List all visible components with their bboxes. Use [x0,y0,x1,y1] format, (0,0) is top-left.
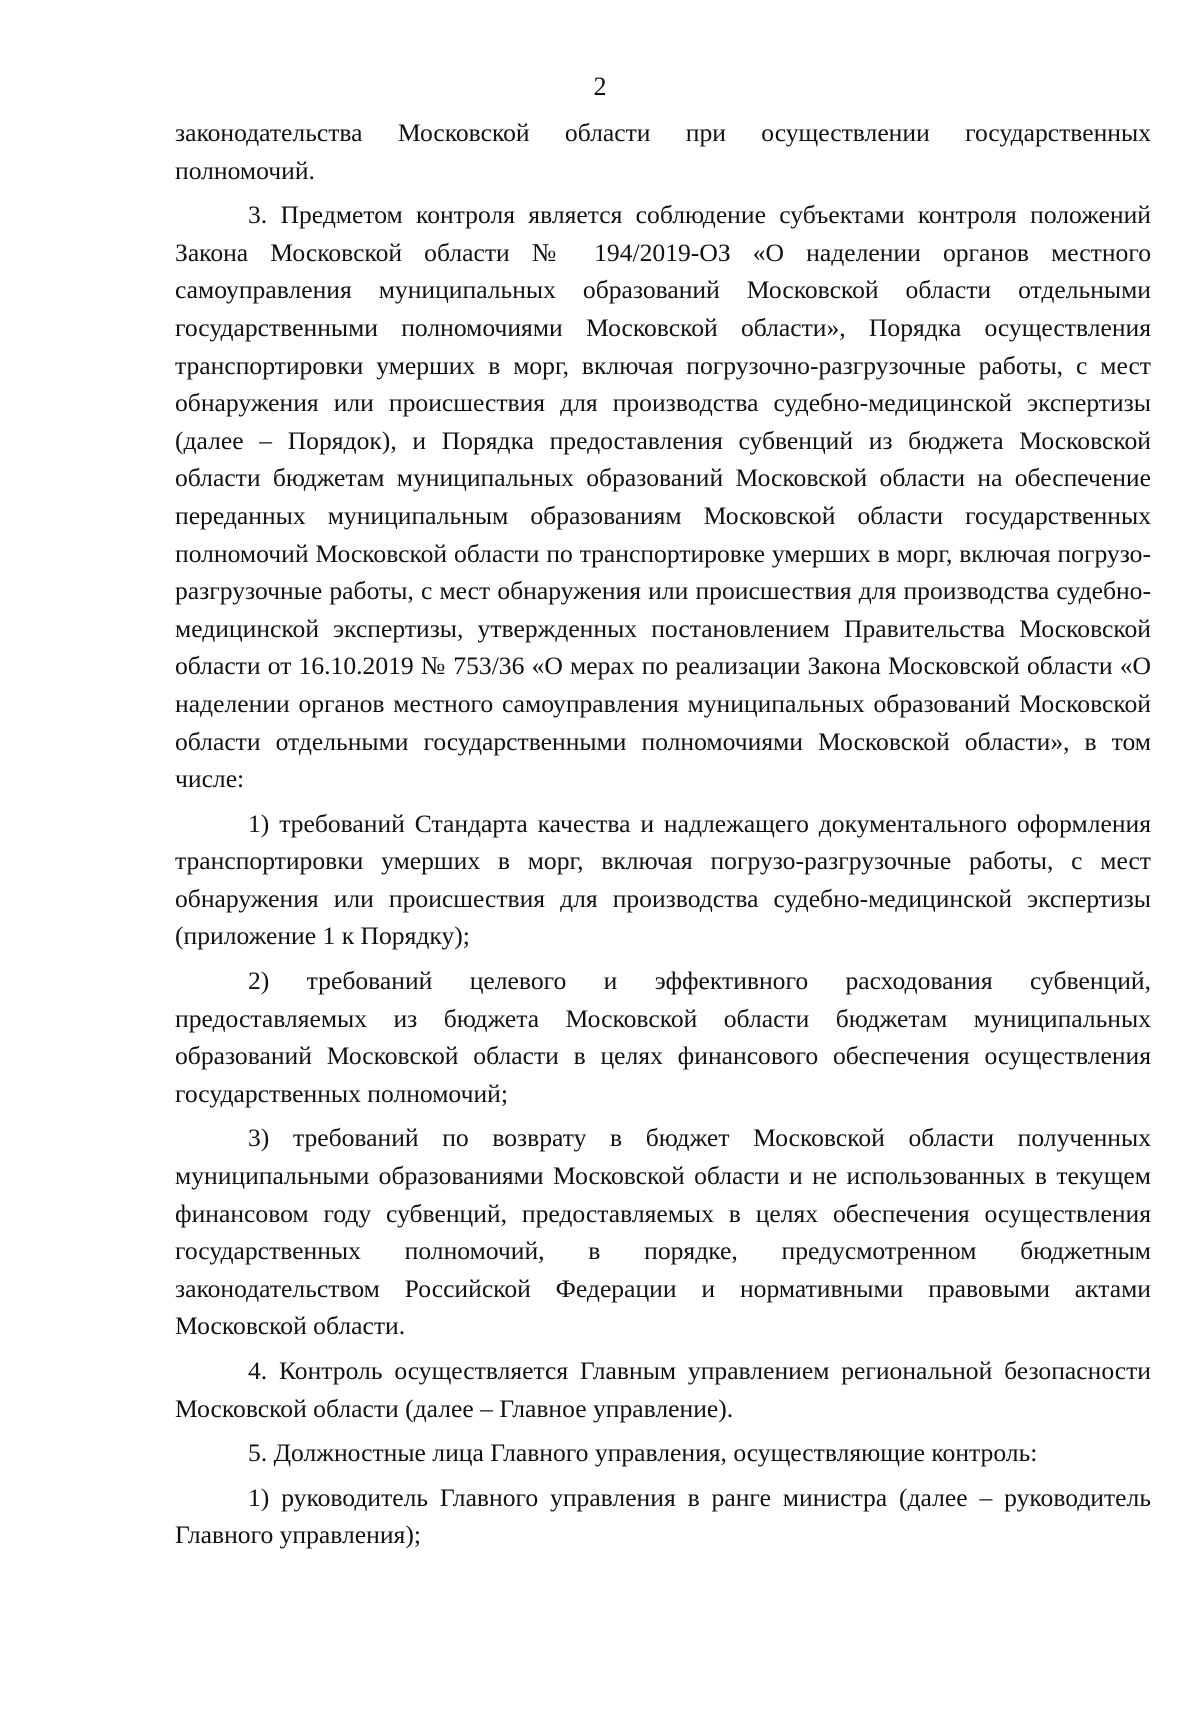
paragraph-subitem-2: 2) требований целевого и эффективного расходования субвенций, предоставляемых из бюджета Московской области бюджетам муниципальных образований Московской области в целях финансового обеспечения осуществления государственных полномочий; [175,966,1151,1108]
paragraph-item-5-subitem-1: 1) руководитель Главного управления в ранге министра (далее – руководитель Главного управления); [175,1482,1151,1550]
page-number: 2 [593,72,607,101]
paragraph-item-4: 4. Контроль осуществляется Главным управлением региональной безопасности Московской области (далее – Главное управление). [175,1356,1151,1423]
document-body [175,114,1151,1561]
paragraph-item-3: 3. Предметом контроля является соблюдение субъектами контроля положений Закона Московской области № 194/2019-ОЗ «О наделении органов местного самоуправления муниципальных образований Московской области отдельными государственными полномочиями Московской области», Порядка осуществления транспортировки умерших в морг, включая погрузочно-разгрузочные работы, с мест обнаружения или происшествия для производства судебно-медицинской экспертизы (далее – Порядок), и Порядка предоставления субвенций из бюджета Московской области бюджетам муниципальных образований Московской области на обеспечение переданных муниципальным образованиям Московской области государственных полномочий Московской области по транспортировке умерших в морг, включая погрузо-разгрузочные работы, с мест обнаружения или происшествия для производства судебно-медицинской экспертизы, утвержденных постановлением Правительства Московской области от 16.10.2019 № 753/36 «О мерах по реализации Закона Московской области «О наделении органов местного самоуправления муниципальных образований Московской области отдельными государственными полномочиями Московской области», в том числе: [175,200,1151,794]
paragraph-item-5: 5. Должностные лица Главного управления, осуществляющие контроль: [248,1438,1038,1468]
paragraph-subitem-3: 3) требований по возврату в бюджет Московской области полученных муниципальными образованиями Московской области и не использованных в текущем финансовом году субвенций, предоставляемых в целях обеспечения осуществления государственных полномочий, в порядке, предусмотренном бюджетным законодательством Российской Федерации и нормативными правовыми актами Московской области. [175,1123,1151,1341]
paragraph-continuation: законодательства Московской области при осуществлении государственных полномочий. [175,118,1151,185]
paragraph-subitem-1: 1) требований Стандарта качества и надлежащего документального оформления транспортировки умерших в морг, включая погрузо-разгрузочные работы, с мест обнаружения или происшествия для производства судебно-медицинской экспертизы (приложение 1 к Порядку); [175,808,1151,951]
